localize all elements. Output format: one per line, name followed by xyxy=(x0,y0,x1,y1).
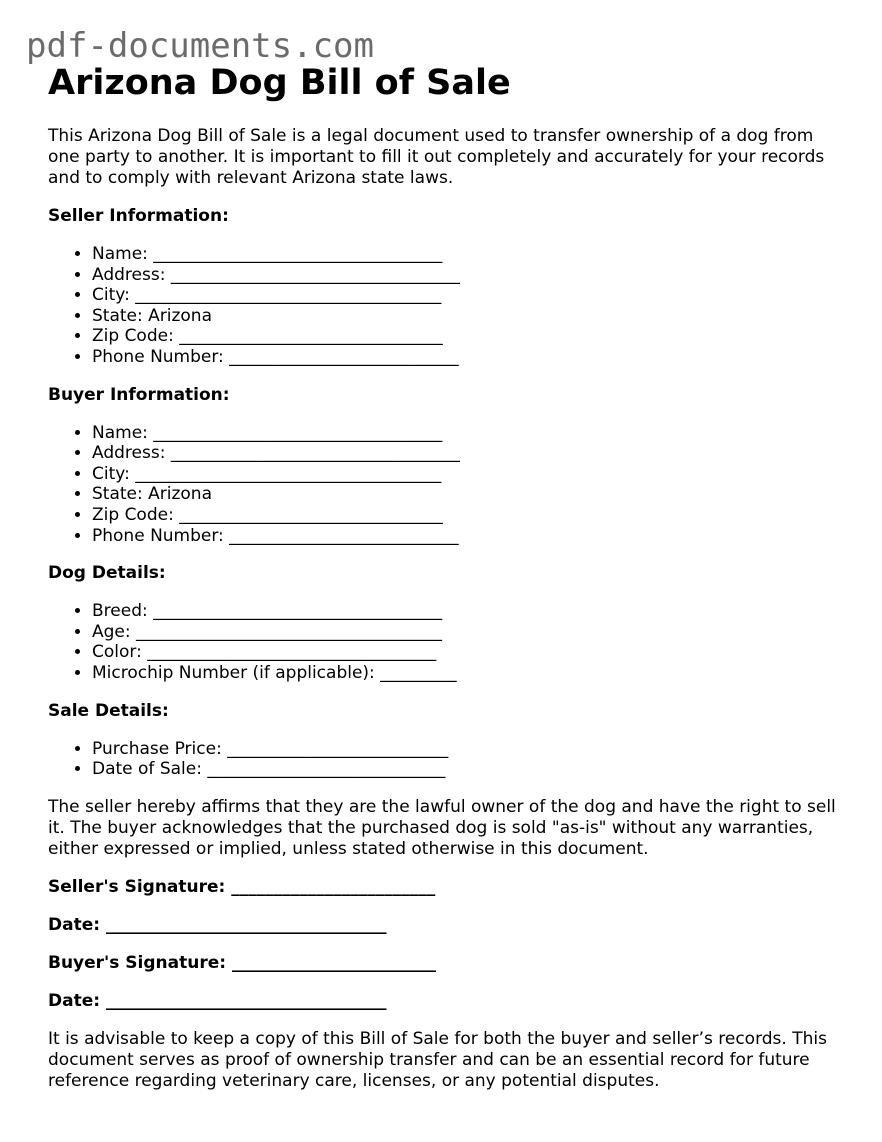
buyer-address-field: • Address: __________________________________ xyxy=(92,443,848,464)
dog-breed-field: • Breed: __________________________________ xyxy=(92,601,848,622)
seller-state-field: • State: Arizona xyxy=(92,306,848,327)
seller-date-line: Date: _________________________________ xyxy=(48,914,387,935)
seller-name-field: • Name: __________________________________ xyxy=(92,244,848,265)
seller-address-field: • Address: __________________________________ xyxy=(92,265,848,286)
buyer-phone-field: • Phone Number: ___________________________ xyxy=(92,526,848,547)
closing-paragraph: It is advisable to keep a copy of this Bill of Sale for both the buyer and seller’s records. This document serves as proof of ownership transfer and can be an essential record for future reference regarding veterinary care, licenses, or any potential disputes. xyxy=(48,1028,827,1091)
dog-details-list xyxy=(48,601,848,683)
buyer-name-field: • Name: __________________________________ xyxy=(92,423,848,444)
watermark: pdf-documents.com xyxy=(26,26,374,66)
dog-age-field: • Age: ____________________________________ xyxy=(92,622,848,643)
document-body xyxy=(48,60,848,1092)
dog-details-heading: Dog Details: xyxy=(48,563,166,584)
document-title: Arizona Dog Bill of Sale xyxy=(48,63,511,103)
intro-paragraph: This Arizona Dog Bill of Sale is a legal document used to transfer ownership of a dog from one party to another. It is important to fill it out completely and accurately for your records and to comply with relevant Arizona state laws. xyxy=(48,126,825,188)
seller-signature-line: Seller's Signature: ________________________ xyxy=(48,876,436,897)
seller-information-list xyxy=(48,244,848,368)
buyer-information-list xyxy=(48,423,848,547)
sale-details-list xyxy=(48,739,848,780)
dog-microchip-field: • Microchip Number (if applicable): _________ xyxy=(92,663,848,684)
buyer-zip-field: • Zip Code: _______________________________ xyxy=(92,505,848,526)
buyer-date-line: Date: _________________________________ xyxy=(48,990,387,1011)
buyer-signature-line: Buyer's Signature: ________________________ xyxy=(48,952,436,973)
seller-zip-field: • Zip Code: _______________________________ xyxy=(92,326,848,347)
sale-details-heading: Sale Details: xyxy=(48,700,169,721)
affirmation-paragraph: The seller hereby affirms that they are the lawful owner of the dog and have the right to sell it. The buyer acknowledges that the purchased dog is sold "as-is" without any warranties, either expressed or implied, unless stated otherwise in this document. xyxy=(48,796,836,859)
buyer-information-heading: Buyer Information: xyxy=(48,384,230,405)
dog-color-field: • Color: __________________________________ xyxy=(92,642,848,663)
buyer-state-field: • State: Arizona xyxy=(92,484,848,505)
seller-city-field: • City: ____________________________________ xyxy=(92,285,848,306)
buyer-city-field: • City: ____________________________________ xyxy=(92,464,848,485)
seller-information-heading: Seller Information: xyxy=(48,206,229,226)
seller-phone-field: • Phone Number: ___________________________ xyxy=(92,347,848,368)
date-of-sale-field: • Date of Sale: ____________________________ xyxy=(92,759,848,780)
purchase-price-field: • Purchase Price: __________________________ xyxy=(92,739,848,760)
